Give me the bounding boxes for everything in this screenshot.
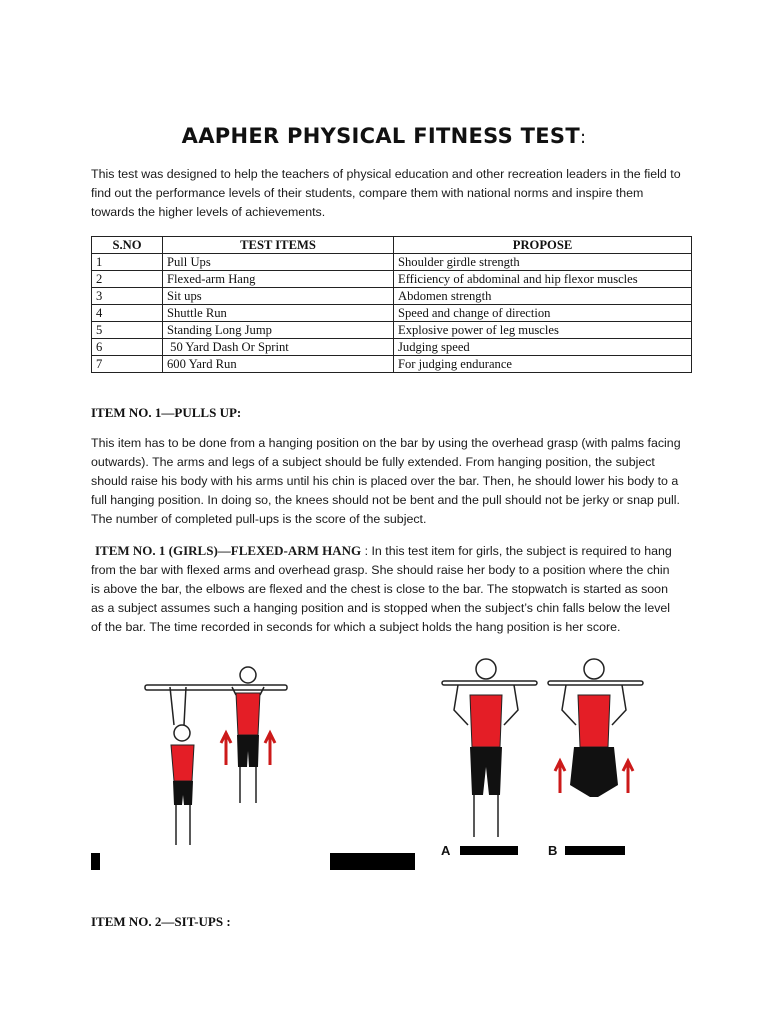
cell-item: 600 Yard Run	[163, 356, 394, 373]
redaction-bar	[91, 853, 100, 870]
cell-item: Pull Ups	[163, 254, 394, 271]
cell-purpose: Speed and change of direction	[394, 305, 692, 322]
cell-purpose: Explosive power of leg muscles	[394, 322, 692, 339]
cell-item: Flexed-arm Hang	[163, 271, 394, 288]
cell-item: Shuttle Run	[163, 305, 394, 322]
cell-purpose: Efficiency of abdominal and hip flexor muscles	[394, 271, 692, 288]
redaction-bar	[330, 853, 415, 870]
item1-girls-paragraph	[91, 541, 681, 637]
redaction-bar	[565, 846, 625, 855]
title-colon: :	[579, 127, 587, 148]
cell-sno: 4	[92, 305, 163, 322]
table-row	[92, 254, 692, 271]
table-row	[92, 339, 692, 356]
cell-purpose: Judging speed	[394, 339, 692, 356]
table-row	[92, 288, 692, 305]
up-arrow-icon	[623, 761, 633, 793]
header-sno: S.NO	[92, 237, 163, 254]
cell-purpose: For judging endurance	[394, 356, 692, 373]
item1-girls-heading: ITEM NO. 1 (GIRLS)—FLEXED-ARM HANG	[95, 543, 362, 558]
table-header-row	[92, 237, 692, 254]
figure-label-a: A	[441, 843, 451, 858]
table-row	[92, 322, 692, 339]
table-row	[92, 356, 692, 373]
flexed-arm-hang-illustration	[440, 655, 650, 860]
intro-paragraph: This test was designed to help the teachers of physical education and other recreation leaders in the field to find out the performance levels of their students, compare them with national norms and inspire them towards the higher levels of achievements.	[91, 167, 681, 219]
cell-item: 50 Yard Dash Or Sprint	[163, 339, 394, 356]
item1-girls-separator: :	[361, 544, 372, 558]
test-items-table	[91, 236, 692, 373]
up-arrow-icon	[555, 761, 565, 793]
hang-bar-a	[442, 681, 537, 685]
item1-paragraph: This item has to be done from a hanging position on the bar by using the overhead grasp (with palms facing outwards). The arms and legs of a subject should be fully extended. From hanging position, the subject should raise his body with his arms until his chin is placed over the bar. Then, he should lower his body to a full hanging position. In doing so, the knees should not be bent and the pull should not be jerky or snap pull. The number of completed pull-ups is the score of the subject.	[91, 436, 681, 526]
cell-sno: 3	[92, 288, 163, 305]
item2-heading: ITEM NO. 2—SIT-UPS :	[91, 914, 231, 929]
hang-bar-b	[548, 681, 643, 685]
page-title	[0, 124, 768, 148]
cell-purpose: Abdomen strength	[394, 288, 692, 305]
hanging-figure	[170, 687, 194, 845]
figure-b	[562, 659, 626, 797]
redaction-bar	[460, 846, 518, 855]
header-test-items: TEST ITEMS	[163, 237, 394, 254]
cell-item: Standing Long Jump	[163, 322, 394, 339]
item1-heading: ITEM NO. 1—PULLS UP:	[91, 405, 242, 420]
pullup-bar	[145, 685, 287, 690]
item1-girls-text: In this test item for girls, the subject is required to hang from the bar with flexed arms and overhead grasp. She should raise her body to a position where the chin is above the bar, the elbows are flexed and the chest is close to the bar. The stopwatch is started as soon as a subject assumes such a hanging position and is stopped when the subject’s chin falls below the level of the bar. The time recorded in seconds for which a subject holds the hang position is her score.	[91, 544, 672, 634]
cell-sno: 5	[92, 322, 163, 339]
cell-sno: 1	[92, 254, 163, 271]
cell-sno: 7	[92, 356, 163, 373]
header-purpose: PROPOSE	[394, 237, 692, 254]
table-row	[92, 271, 692, 288]
cell-sno: 2	[92, 271, 163, 288]
cell-purpose: Shoulder girdle strength	[394, 254, 692, 271]
title-text: AAPHER PHYSICAL FITNESS TEST	[181, 124, 580, 148]
up-arrow-icon	[265, 733, 275, 765]
figure-label-b: B	[548, 843, 558, 858]
cell-sno: 6	[92, 339, 163, 356]
cell-item: Sit ups	[163, 288, 394, 305]
pullup-illustration	[140, 655, 300, 865]
table-row	[92, 305, 692, 322]
up-arrow-icon	[221, 733, 231, 765]
